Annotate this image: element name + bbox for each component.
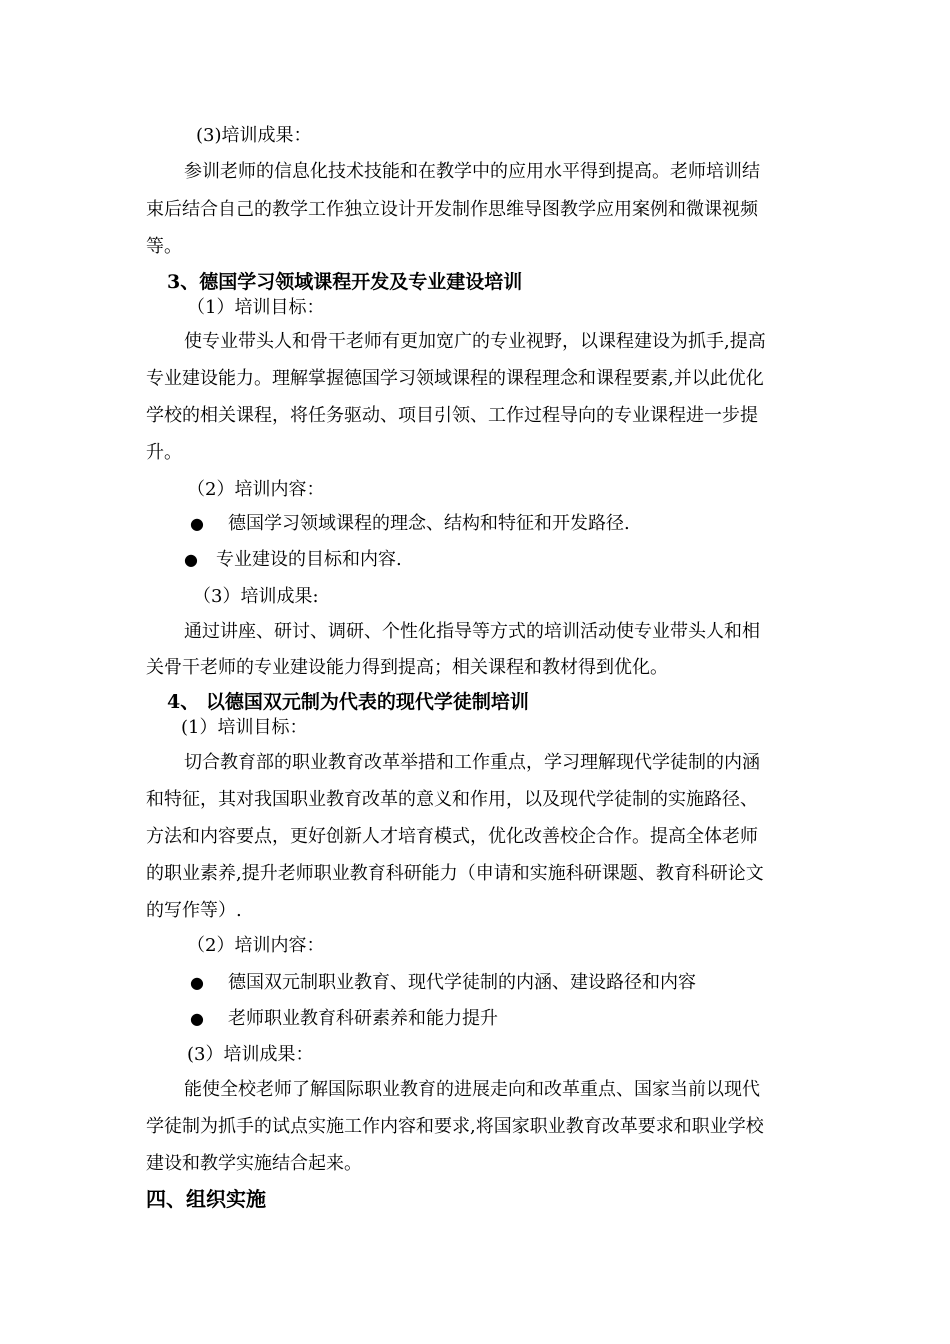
sec2-result-line-3: 等。 (146, 236, 182, 257)
sec4-bullet-1: 德国双元制职业教育、现代学徒制的内涵、建设路径和内容 (228, 972, 696, 993)
sec4-heading: 4、 以德国双元制为代表的现代学徒制培训 (167, 691, 529, 713)
sec4-result-label: (3）培训成果： (187, 1044, 314, 1065)
bullet-icon: ● (190, 1009, 204, 1028)
sec3-goal-line-3: 学校的相关课程，将任务驱动、项目引领、工作过程导向的专业课程进一步提 (146, 405, 758, 426)
sec3-goal-line-4: 升。 (146, 442, 182, 463)
sec3-result-line-1: 通过讲座、研讨、调研、个性化指导等方式的培训活动使专业带头人和相 (184, 621, 760, 642)
sec-org-heading: 四、组织实施 (146, 1187, 266, 1211)
sec4-goal-label: (1）培训目标： (181, 717, 308, 738)
sec2-result-line-2: 束后结合自己的教学工作独立设计开发制作思维导图教学应用案例和微课视频 (146, 199, 758, 220)
sec3-goal-line-2: 专业建设能力。理解掌握德国学习领域课程的课程理念和课程要素,并以此优化 (146, 368, 764, 389)
sec2-result-label: (3)培训成果： (196, 125, 312, 146)
bullet-icon: ● (190, 973, 204, 992)
sec4-result-line-2: 学徒制为抓手的试点实施工作内容和要求,将国家职业教育改革要求和职业学校 (146, 1116, 764, 1137)
bullet-icon: ● (184, 550, 198, 569)
sec3-goal-line-1: 使专业带头人和骨干老师有更加宽广的专业视野，以课程建设为抓手,提高 (184, 331, 766, 352)
sec4-content-label: （2）培训内容： (187, 935, 325, 956)
sec3-goal-label: （1）培训目标： (187, 297, 325, 318)
sec3-result-label: （3）培训成果: (193, 586, 319, 607)
sec4-goal-line-1: 切合教育部的职业教育改革举措和工作重点，学习理解现代学徒制的内涵 (184, 752, 760, 773)
sec4-bullet-2: 老师职业教育科研素养和能力提升 (228, 1008, 498, 1029)
sec4-goal-line-4: 的职业素养,提升老师职业教育科研能力（申请和实施科研课题、教育科研论文 (146, 863, 764, 884)
sec3-content-label: （2）培训内容： (187, 479, 325, 500)
sec3-bullet-2: 专业建设的目标和内容. (216, 549, 402, 570)
sec4-goal-line-3: 方法和内容要点，更好创新人才培育模式，优化改善校企合作。提高全体老师 (146, 826, 758, 847)
sec3-bullet-1: 德国学习领域课程的理念、结构和特征和开发路径. (228, 513, 630, 534)
sec4-goal-line-5: 的写作等）. (146, 900, 242, 921)
sec3-result-line-2: 关骨干老师的专业建设能力得到提高；相关课程和教材得到优化。 (146, 657, 668, 678)
bullet-icon: ● (190, 514, 204, 533)
sec4-result-line-1: 能使全校老师了解国际职业教育的进展走向和改革重点、国家当前以现代 (184, 1079, 760, 1100)
sec4-result-line-3: 建设和教学实施结合起来。 (146, 1153, 362, 1174)
sec2-result-line-1: 参训老师的信息化技术技能和在教学中的应用水平得到提高。老师培训结 (184, 161, 760, 182)
sec4-goal-line-2: 和特征，其对我国职业教育改革的意义和作用，以及现代学徒制的实施路径、 (146, 789, 758, 810)
sec3-heading: 3、德国学习领域课程开发及专业建设培训 (167, 271, 523, 293)
